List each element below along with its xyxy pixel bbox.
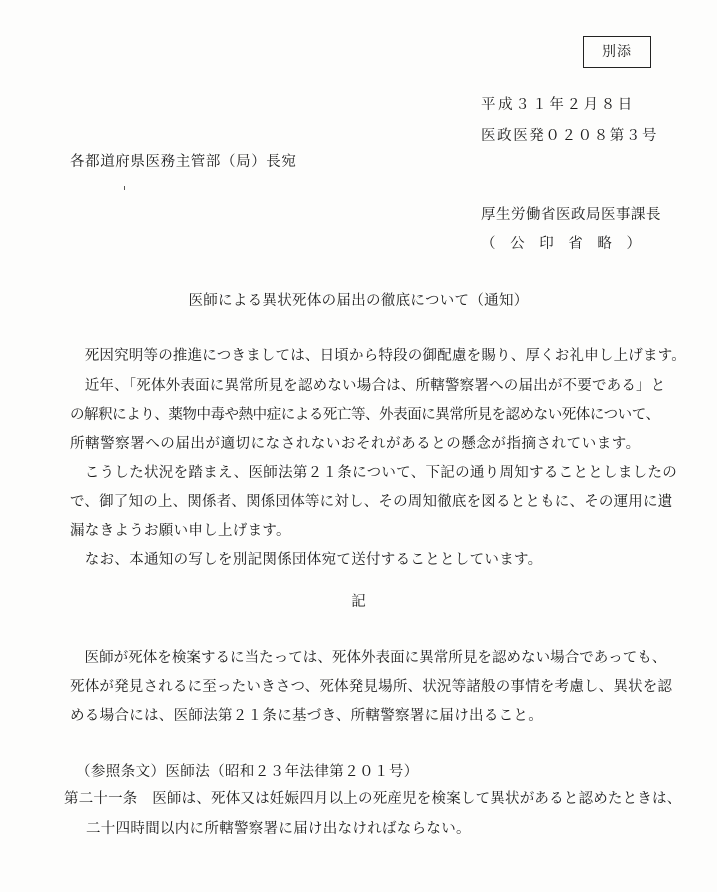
document-title: 医師による異状死体の届出の徹底について（通知） xyxy=(188,293,529,309)
note-line: める場合には、医師法第２１条に基づき、所轄警察署に届け出ること。 xyxy=(70,708,544,724)
sender: 厚生労働省医政局医事課長 xyxy=(481,207,661,223)
seal-omitted xyxy=(481,232,641,253)
reference-heading: （参照条文）医師法（昭和２３年法律第２０１号） xyxy=(76,764,419,780)
note-line: 医師が死体を検案するに当たっては、死体外表面に異常所見を認めない場合であっても、 xyxy=(70,650,667,666)
issue-date: 平成３１年２月８日 xyxy=(481,97,635,113)
body-line: なお、本通知の写しを別記関係団体宛て送付することとしています。 xyxy=(70,552,543,568)
seal-char: 略 xyxy=(597,236,612,252)
body-line: 所轄警察署への届出が適切になされないおそれがあるとの懸念が指摘されています。 xyxy=(70,436,641,452)
note-line: 死体が発見されるに至ったいきさつ、死体発見場所、状況等諸般の事情を考慮し、異状を認 xyxy=(70,679,673,695)
seal-char: 省 xyxy=(568,236,583,252)
body-line: こうした状況を踏まえ、医師法第２１条について、下記の通り周知することとしましたの xyxy=(70,465,678,481)
body-line: の解釈により、薬物中毒や熱中症による死亡等、外表面に異常所見を認めない死体について、 xyxy=(70,407,660,423)
document-number: 医政医発０２０８第３号 xyxy=(481,128,659,144)
recipient: 各都道府県医務主管部（局）長宛 xyxy=(70,154,297,170)
attachment-label: 別添 xyxy=(583,36,651,68)
seal-char: ） xyxy=(626,236,641,252)
body-line: で、御了知の上、関係者、関係団体等に対し、その周知徹底を図るとともに、その運用に遺 xyxy=(70,494,673,510)
body-line: 死因究明等の推進につきましては、日頃から特段の御配慮を賜り、厚くお礼申し上げます。 xyxy=(70,348,686,364)
seal-char: 公 xyxy=(510,236,525,252)
law-article: 第二十一条 医師は、死体又は妊娠四月以上の死産児を検案して異状があると認めたときは、 xyxy=(64,791,682,807)
note-heading: 記 xyxy=(351,594,366,610)
law-article-continued: 二十四時間以内に所轄警察署に届け出なければならない。 xyxy=(86,821,471,837)
body-line: 近年、「死体外表面に異常所見を認めない場合は、所轄警察署への届出が不要である」と xyxy=(70,378,666,394)
seal-char: （ xyxy=(481,236,496,252)
body-line: 漏なきようお願い申し上げます。 xyxy=(70,523,291,539)
scan-mark xyxy=(124,186,125,190)
seal-char: 印 xyxy=(539,236,554,252)
